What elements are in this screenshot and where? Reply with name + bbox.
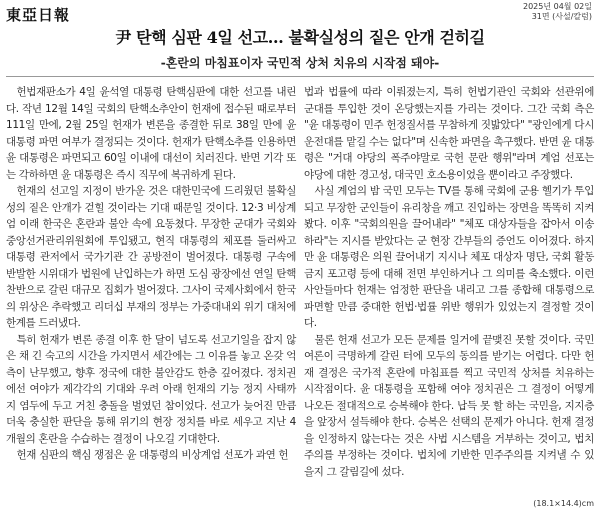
issue-meta [523,2,592,22]
article-headline: 尹 탄핵 심판 4일 선고… 불확실성의 짙은 안개 걷히길 [115,28,485,47]
masthead [6,3,70,25]
page-section: 31면 (사설/칼럼) [531,12,592,21]
article-column-left [6,84,296,464]
paragraph: 헌재 심판의 핵심 쟁점은 윤 대통령의 비상계엄 선포가 과연 헌 [16,449,289,461]
issue-date: 2025년 04월 02일 [523,2,592,11]
paragraph: 특히 헌재가 변론 종결 이후 한 달이 넘도록 선고기일을 잡지 않은 채 긴 숙고의 시간을 가지면서 세간에는 그 이유를 놓고 온갖 억측이 난무했고, 향후 정국에 대한 불안감도 한층 깊어졌다. 정치권에선 여야가 제각각의 기대와 우려 아래 헌재의 기능 정지 사태까지 염두에 두고 거친 충돌을 벌였던 참이었다. 선고가 늦어진 만큼 더욱 충실한 판단을 통해 위기의 현장 정치를 바로 세우고 지난 4개월의 혼란을 수습하는 결정이 나오길 기대한다. [6,333,296,445]
article-column-right [304,84,594,480]
headline-divider [6,76,594,77]
paragraph: 헌재의 선고일 지정이 반가운 것은 대한민국에 드리웠던 불확실성의 짙은 안개가 걷힐 것이라는 기대 때문일 것이다. 12·3 비상계엄 이래 한국은 혼란과 불안 속에 요동쳤다. 무장한 군대가 국회와 중앙선거관리위원회에 투입됐고, 현직 대통령의 체포를 둘러싸고 대통령 관저에서 국가기관 간 공방전이 벌어졌다. 대통령 구속에 반발한 시위대가 법원에 난입하는가 하면 도심 광장에선 연일 탄핵 찬반으로 갈린 대규모 집회가 벌어졌다. 그사이 국제사회에서 한국의 위상은 추락했고 리더십 부재의 정부는 가중대내외 위기 대처에 한계를 드러냈다. [6,185,296,329]
paragraph: 사실 계엄의 밤 국민 모두는 TV를 통해 국회에 군용 헬기가 투입되고 무장한 군인들이 유리창을 깨고 진입하는 장면을 똑똑히 지켜봤다. 이후 "국회의원을 끌어내라" "체포 대상자들을 잡아서 이송하라"는 지시를 받았다는 군 현장 간부들의 증언도 이어졌다. 하지만 윤 대통령은 의원 끌어내기 지시나 체포 대상자 명단, 국회 활동 금지 포고령 등에 대해 전면 부인하거나 그 의미를 축소했다. 이런 사안들마다 헌재는 엄정한 판단을 내리고 그를 종합해 대통령으로 파면할 만큼 중대한 헌법·법률 위반 행위가 있었는지 결정할 것이다. [304,185,594,329]
paragraph: 법과 법률에 따라 이뤄졌는지, 특히 헌법기관인 국회와 선관위에 군대를 투입한 것이 온당했는지를 가리는 것이다. 그간 국회 측은 "윤 대통령이 민주 헌정질서를 무참하게 짓밟았다" "광인에게 다시 운전대를 맡길 수는 없다"며 신속한 파면을 촉구했다. 반면 윤 대통령은 "거대 야당의 폭주야말로 국헌 문란 행위"라며 계엄 선포는 야당에 대한 경고성, 대국민 호소용이었을 뿐이라고 주장했다. [304,86,594,181]
clipping-dimensions: (18.1×14.4)cm [533,499,594,508]
paragraph: 물론 헌재 선고가 모든 문제를 일거에 끝맺진 못할 것이다. 국민 여론이 극명하게 갈린 터에 모두의 동의를 받기는 어렵다. 다만 헌재 결정은 국가적 혼란에 마침표를 찍고 국민적 상처를 치유하는 시작점이다. 윤 대통령을 포함해 여야 정치권은 그 결정이 어떻게 나오든 절대적으로 승복해야 한다. 납득 못 할 하는 국민을, 지지층을 앞장서 설득해야 한다. 승복은 선택의 문제가 아니다. 헌재 결정을 인정하지 않는다는 것은 사법 시스템을 거부하는 것이고, 법치주의를 부정하는 것이다. 법치에 기반한 민주주의를 지켜낼 수 있을지 그 갈림길에 섰다. [304,333,594,478]
newspaper-logo: 東亞日報 [6,5,71,24]
article-subhead: -혼란의 마침표이자 국민적 상처 치유의 시작점 돼야- [160,56,440,70]
paragraph: 헌법재판소가 4일 윤석열 대통령 탄핵심판에 대한 선고를 내린다. 작년 12월 14일 국회의 탄핵소추안이 헌재에 접수된 때로부터 111일 만에, 2월 25일 헌재가 변론을 종결한 뒤로 38일 만에 윤 대통령 파면 여부가 결정되는 것이다. 헌재가 탄핵소추를 인용하면 윤 대통령은 파면되고 60일 이내에 대선이 치러진다. 반면 기각 또는 각하하면 윤 대통령은 즉시 직무에 복귀하게 된다. [6,86,296,181]
